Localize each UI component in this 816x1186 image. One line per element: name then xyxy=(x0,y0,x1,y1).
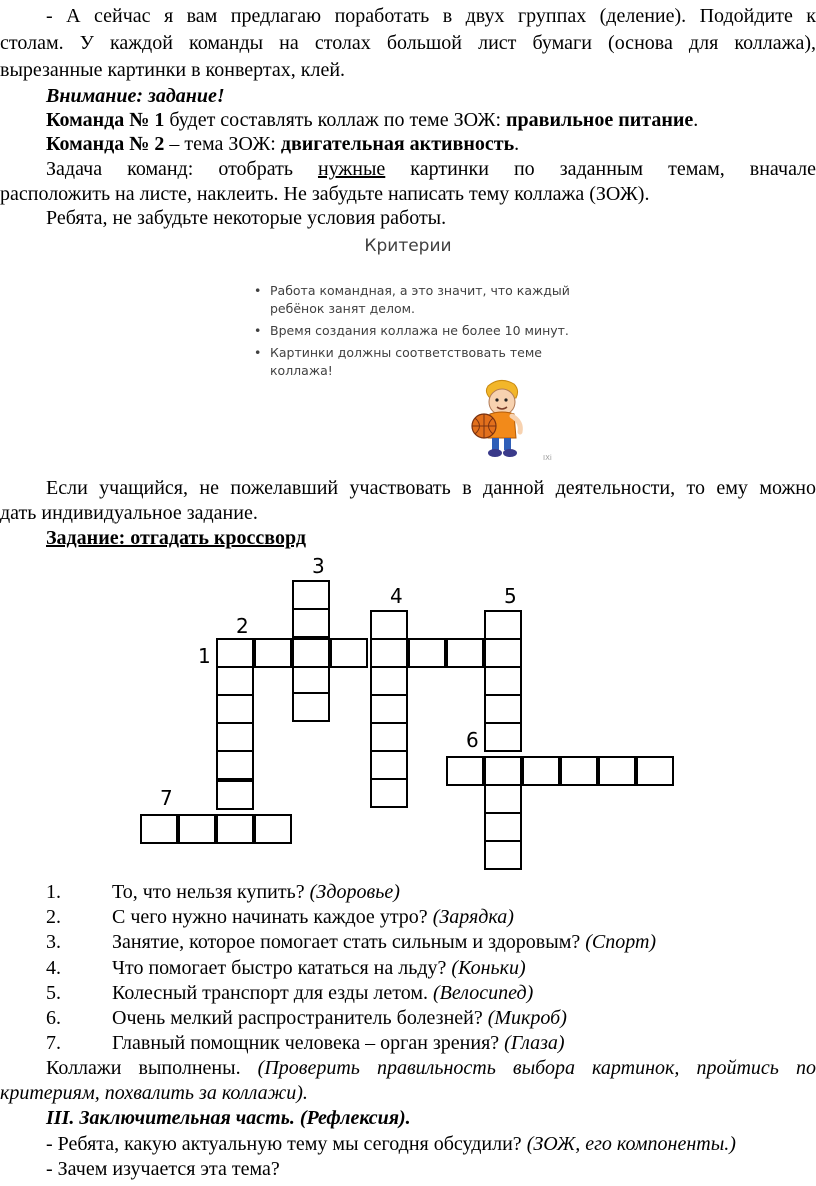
crossword-cell[interactable] xyxy=(370,778,408,808)
question-text: Главный помощник человека – орган зрения? xyxy=(112,1032,505,1054)
clue-number-4: 4 xyxy=(390,584,403,608)
question-text: Что помогает быстро кататься на льду? xyxy=(112,957,452,979)
question-why-line: - Зачем изучается эта тема? xyxy=(46,1158,280,1180)
crossword-cell[interactable] xyxy=(370,722,408,752)
crossword-cell[interactable] xyxy=(292,664,330,694)
question-number: 3. xyxy=(46,931,61,953)
question-number: 6. xyxy=(46,1007,61,1029)
reminder-line: Ребята, не забудьте некоторые условия работы. xyxy=(46,207,447,229)
clue-number-1: 1 xyxy=(198,644,211,668)
question-topic-line xyxy=(0,1132,816,1157)
crossword-cell[interactable] xyxy=(484,638,522,668)
criteria-item: • Время создания коллажа не более 10 минут. xyxy=(254,322,574,340)
crossword-cell[interactable] xyxy=(370,750,408,780)
criteria-item: • Картинки должны соответствовать теме коллажа! xyxy=(254,344,574,380)
collages-line-2: критериям, похвалить за коллажи). xyxy=(0,1082,308,1104)
crossword-cell[interactable] xyxy=(598,756,636,786)
crossword-cell[interactable] xyxy=(484,722,522,752)
question-answer: (Зарядка) xyxy=(432,906,514,928)
crossword-cell[interactable] xyxy=(370,610,408,640)
question-text: С чего нужно начинать каждое утро? xyxy=(112,906,433,928)
clue-number-5: 5 xyxy=(504,584,517,608)
crossword-cell[interactable] xyxy=(446,756,484,786)
intro-line-3: вырезанные картинки в конвертах, клей. xyxy=(0,59,346,81)
crossword-cell[interactable] xyxy=(292,692,330,722)
crossword-cell[interactable] xyxy=(216,722,254,752)
task-line-1 xyxy=(0,157,816,182)
team-2-text: – тема ЗОЖ: xyxy=(164,133,281,155)
team-2-topic: двигательная активность xyxy=(280,133,515,155)
team-2-end: . xyxy=(514,133,520,155)
task-underlined-word: нужные xyxy=(317,158,386,180)
crossword-cell[interactable] xyxy=(408,638,446,668)
question-answer: (Спорт) xyxy=(585,931,657,953)
crossword-cell[interactable] xyxy=(216,694,254,724)
task-line-2: расположить на листе, наклеить. Не забудьте написать тему коллажа (ЗОЖ). xyxy=(0,183,650,205)
crossword-cell[interactable] xyxy=(522,756,560,786)
clue-number-3: 3 xyxy=(312,554,325,578)
question-topic-text: - Ребята, какую актуальную тему мы сегодня обсудили? xyxy=(46,1133,527,1155)
crossword-cell[interactable] xyxy=(484,812,522,842)
crossword-cell[interactable] xyxy=(216,666,254,696)
clue-number-7: 7 xyxy=(160,786,173,810)
team-2-label: Команда № 2 xyxy=(46,133,165,155)
crossword-cell[interactable] xyxy=(484,840,522,870)
crossword-cell[interactable] xyxy=(560,756,598,786)
collages-line-1 xyxy=(0,1056,816,1081)
criteria-slide xyxy=(232,232,584,468)
collages-text: Коллажи выполнены. xyxy=(46,1057,258,1079)
crossword-heading: Задание: отгадать кроссворд xyxy=(46,527,306,549)
crossword-cell[interactable] xyxy=(254,814,292,844)
question-number: 5. xyxy=(46,982,61,1004)
team-1-topic: правильное питание xyxy=(506,109,694,131)
question-text: Колесный транспорт для езды летом. xyxy=(112,982,434,1004)
question-answer: (Глаза) xyxy=(504,1032,565,1054)
crossword-cell[interactable] xyxy=(370,694,408,724)
crossword-cell[interactable] xyxy=(140,814,178,844)
question-number: 4. xyxy=(46,957,61,979)
task-text-a: Задача команд: отобрать xyxy=(46,158,318,180)
question-text: То, что нельзя купить? xyxy=(112,881,310,903)
criteria-title: Критерии xyxy=(364,236,452,256)
crossword-cell[interactable] xyxy=(484,666,522,696)
crossword-cell[interactable] xyxy=(446,638,484,668)
crossword-cell[interactable] xyxy=(370,666,408,696)
intro-line-1: - А сейчас я вам предлагаю поработать в двух группах (деление). Подойдите к xyxy=(46,5,816,27)
crossword-cell[interactable] xyxy=(330,638,368,668)
individual-line-2: дать индивидуальное задание. xyxy=(0,502,258,524)
crossword-cell[interactable] xyxy=(216,814,254,844)
team-1-label: Команда № 1 xyxy=(46,109,165,131)
crossword-cell[interactable] xyxy=(370,638,408,668)
crossword-cell[interactable] xyxy=(292,608,330,638)
team-2-line xyxy=(0,132,816,157)
crossword-cell[interactable] xyxy=(292,638,330,668)
individual-line-1: Если учащийся, не пожелавший участвовать в данной деятельности, то ему можно xyxy=(46,477,816,499)
question-answer: (Велосипед) xyxy=(433,982,534,1004)
question-answer: (Микроб) xyxy=(487,1007,567,1029)
question-number: 2. xyxy=(46,906,61,928)
boy-with-basketball-icon xyxy=(464,376,534,460)
criteria-item: • Работа командная, а это значит, что каждый ребёнок занят делом. xyxy=(254,282,574,318)
crossword-cell[interactable] xyxy=(636,756,674,786)
question-text: Занятие, которое помогает стать сильным и здоровым? xyxy=(112,931,586,953)
crossword-cell[interactable] xyxy=(292,580,330,610)
question-text: Очень мелкий распространитель болезней? xyxy=(112,1007,488,1029)
crossword-cell[interactable] xyxy=(484,756,522,786)
question-topic-answer: (ЗОЖ, его компоненты.) xyxy=(526,1133,736,1155)
section-3-heading: III. Заключительная часть. (Рефлексия). xyxy=(46,1107,411,1129)
attention-heading: Внимание: задание! xyxy=(46,85,225,107)
crossword-cell[interactable] xyxy=(216,750,254,780)
crossword-grid xyxy=(0,552,816,874)
team-1-text: будет составлять коллаж по теме ЗОЖ: xyxy=(164,109,507,131)
crossword-cell[interactable] xyxy=(216,638,254,668)
question-number: 1. xyxy=(46,881,61,903)
team-1-line xyxy=(0,108,816,133)
intro-line-2: столам. У каждой команды на столах большой лист бумаги (основа для коллажа), xyxy=(0,32,816,54)
criteria-list xyxy=(254,282,574,384)
slide-watermark: IXi xyxy=(543,454,552,462)
crossword-cell[interactable] xyxy=(484,694,522,724)
question-answer: (Здоровье) xyxy=(309,881,400,903)
crossword-cell[interactable] xyxy=(216,780,254,810)
crossword-cell[interactable] xyxy=(254,638,292,668)
question-answer: (Коньки) xyxy=(451,957,526,979)
team-1-end: . xyxy=(693,109,699,131)
clue-number-6: 6 xyxy=(466,728,479,752)
crossword-cell[interactable] xyxy=(178,814,216,844)
question-number: 7. xyxy=(46,1032,61,1054)
clue-number-2: 2 xyxy=(236,614,249,638)
collages-note: (Проверить правильность выбора картинок, пройтись по xyxy=(257,1057,816,1079)
crossword-cell[interactable] xyxy=(484,610,522,640)
crossword-cell[interactable] xyxy=(484,784,522,814)
task-text-b: картинки по заданным темам, вначале xyxy=(385,158,816,180)
